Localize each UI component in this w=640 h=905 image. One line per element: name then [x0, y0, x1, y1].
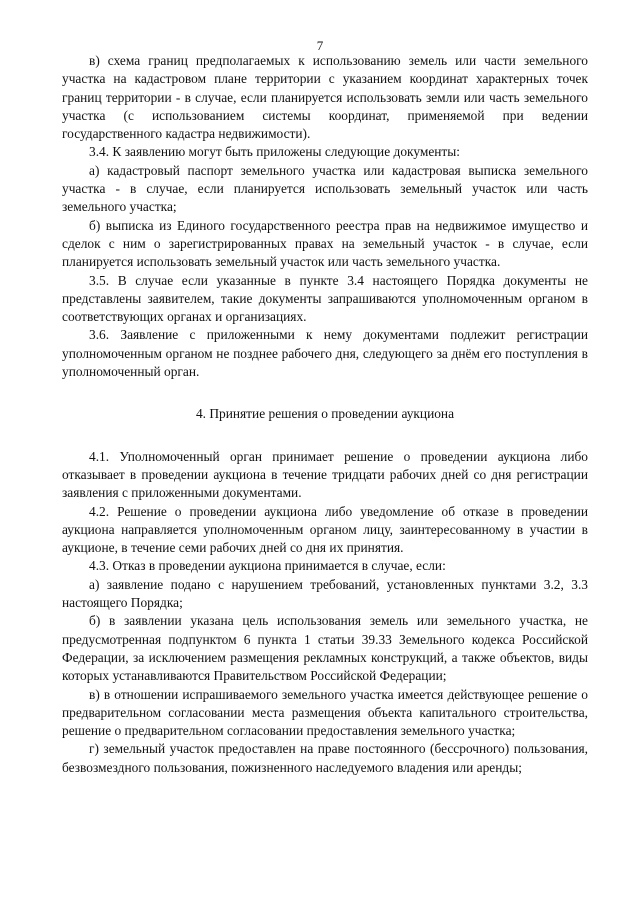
- paragraph: а) заявление подано с нарушением требований, установленных пунктами 3.2, 3.3 настоящего Порядка;: [62, 576, 588, 611]
- document-body: [62, 52, 588, 777]
- paragraph: 3.6. Заявление с приложенными к нему документами подлежит регистрации уполномоченным органом не позднее рабочего дня, следующего за днём его поступления в уполномоченный орган.: [62, 327, 588, 380]
- paragraph: б) выписка из Единого государственного реестра прав на недвижимое имущество и сделок с ним о зарегистрированных правах на земельный участок - в случае, если планируется использовать земельный участок или часть земельного участка.: [62, 217, 588, 270]
- paragraph: 3.5. В случае если указанные в пункте 3.4 настоящего Порядка документы не представлены заявителем, такие документы запрашиваются уполномоченным органом в соответствующих органах и организациях.: [62, 272, 588, 325]
- paragraph: 4.1. Уполномоченный орган принимает решение о проведении аукциона либо отказывает в проведении аукциона в течение тридцати рабочих дней со дня регистрации заявления с приложенными документами.: [62, 448, 588, 501]
- paragraph: в) в отношении испрашиваемого земельного участка имеется действующее решение о предварительном согласовании места размещения объекта капитального строительства, решение о предварительном согласовании предоставления земельного участка;: [62, 686, 588, 739]
- section-heading: 4. Принятие решения о проведении аукциона: [195, 406, 455, 422]
- paragraph: 3.4. К заявлению могут быть приложены следующие документы:: [89, 144, 461, 160]
- paragraph: б) в заявлении указана цель использования земель или земельного участка, не предусмотренная подпунктом 6 пункта 1 статьи 39.33 Земельного кодекса Российской Федерации, за исключением размещения рекламных конструкций, а также объектов, виды которых устанавливаются Правительством Российской Федерации;: [62, 613, 588, 684]
- paragraph: 4.3. Отказ в проведении аукциона принимается в случае, если:: [89, 558, 446, 574]
- paragraph: 4.2. Решение о проведении аукциона либо уведомление об отказе в проведении аукциона направляется уполномоченным органом лицу, заинтересованному в участии в аукционе, в течение семи рабочих дней со дня их принятия.: [62, 503, 588, 556]
- paragraph: в) схема границ предполагаемых к использованию земель или части земельного участка на кадастровом плане территории с указанием координат характерных точек границ территории - в случае, если планируется использовать земли или часть земельного участка (с использованием системы координат, применяемой при ведении государственного кадастра недвижимости).: [62, 53, 588, 142]
- page-number: 7: [316, 38, 324, 53]
- paragraph: а) кадастровый паспорт земельного участка или кадастровая выписка земельного участка - в случае, если планируется использовать земельный участок или часть земельного участка;: [62, 162, 588, 215]
- paragraph: г) земельный участок предоставлен на праве постоянного (бессрочного) пользования, безвозмездного пользования, пожизненного наследуемого владения или аренды;: [62, 741, 588, 775]
